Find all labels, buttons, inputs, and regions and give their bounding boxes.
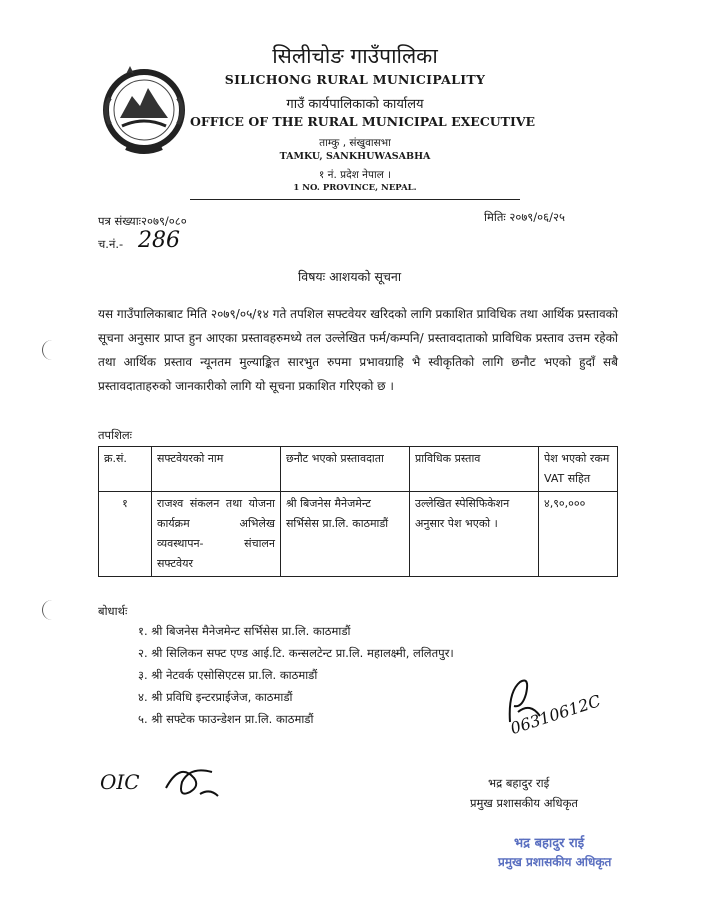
- left-signature-scribble-icon: [160, 758, 224, 804]
- letter-date: मितिः २०७९/०६/२५: [484, 210, 565, 224]
- list-item: २. श्री सिलिकन सफ्ट एण्ड आई.टि. कन्सलटेन्ट प्रा.लि. महालक्ष्मी, ललितपुर।: [138, 646, 454, 660]
- letter-number: पत्र संख्याः२०७९/०८०: [98, 214, 187, 228]
- header-divider: [190, 199, 520, 200]
- list-item: ४. श्री प्रविधि इन्टरप्राईजेज, काठमाडौं: [138, 690, 293, 704]
- handwritten-date: 06310612C: [508, 691, 603, 739]
- place-np: ताम्कु , संखुवासभा: [319, 137, 391, 149]
- dispatch-number-handwritten: 286: [138, 228, 180, 253]
- header-technical: प्राविधिक प्रस्ताव: [410, 447, 539, 492]
- subject-line: विषयः आशयको सूचना: [298, 269, 402, 284]
- province-np: १ नं. प्रदेश नेपाल ।: [318, 169, 392, 181]
- details-table: [98, 446, 618, 577]
- place-en: TAMKU, SANKHUWASABHA: [279, 151, 431, 162]
- signatory-name: भद्र बहादुर राई: [488, 776, 550, 790]
- cc-list: [138, 620, 454, 730]
- table-row: [99, 492, 618, 577]
- cc-label: बोधार्थः: [98, 604, 128, 618]
- list-item: ३. श्री नेटवर्क एसोसिएटस प्रा.लि. काठमाडौं: [138, 668, 318, 682]
- municipality-name-np: सिलीचोङ गाउँपालिका: [272, 44, 438, 68]
- header-sn: क्र.सं.: [99, 447, 152, 492]
- cell-technical: उल्लेखित स्पेसिफिकेशन अनुसार पेश भएको ।: [410, 492, 539, 577]
- left-initials: OIC: [100, 770, 140, 794]
- signatory-title: प्रमुख प्रशासकीय अधिकृत: [470, 796, 578, 810]
- government-emblem-icon: [96, 58, 192, 158]
- punch-hole-mark: [42, 340, 53, 360]
- province-en: 1 NO. PROVINCE, NEPAL.: [293, 183, 417, 193]
- header-bidder: छनौट भएको प्रस्तावदाता: [281, 447, 410, 492]
- office-name-en: OFFICE OF THE RURAL MUNICIPAL EXECUTIVE: [190, 114, 536, 129]
- list-item: ५. श्री सफ्टेक फाउन्डेशन प्रा.लि. काठमाडौं: [138, 712, 314, 726]
- cell-amount: ४,९०,०००: [539, 492, 618, 577]
- punch-hole-mark: [42, 600, 53, 620]
- office-name-np: गाउँ कार्यपालिकाको कार्यालय: [286, 97, 424, 112]
- cell-sn: १: [99, 492, 152, 577]
- notice-body: यस गाउँपालिकाबाट मिति २०७९/०५/१४ गते तपशिल सफ्टवेयर खरिदको लागि प्रकाशित प्राविधिक तथा आर्थिक प्रस्तावको सूचना अनुसार प्राप्त हुन आएका प्रस्तावहरुमध्ये तल उल्लेखित फर्म/कम्पनि/ प्रस्तावदाताको प्राविधिक प्रस्ताव उत्तम रहेको तथा आर्थिक प्रस्ताव न्यूनतम मुल्याङ्कित सारभुत रुपमा प्रभावग्राहि भै स्वीकृतिको लागि छनौट भएको हुदाँ सबै प्रस्तावदाताहरुको जानकारीको लागि यो सूचना प्रकाशित गरिएको छ ।: [98, 307, 618, 393]
- table-header-row: [99, 447, 618, 492]
- stamp-title: प्रमुख प्रशासकीय अधिकृत: [498, 855, 612, 869]
- header-software: सफ्टवेयरको नाम: [152, 447, 281, 492]
- list-item: १. श्री बिजनेस मैनेजमेन्ट सर्भिसेस प्रा.लि. काठमाडौं: [138, 624, 351, 638]
- cell-software: राजश्व संकलन तथा योजना कार्यक्रम अभिलेख व्यवस्थापन- संचालन सफ्टवेयर: [152, 492, 281, 577]
- details-label: तपशिलः: [98, 428, 133, 442]
- dispatch-label: च.नं.-: [98, 237, 124, 251]
- cell-bidder: श्री बिजनेस मैनेजमेन्ट सर्भिसेस प्रा.लि. काठमाडौं: [281, 492, 410, 577]
- stamp-name: भद्र बहादुर राई: [514, 836, 585, 851]
- municipality-name-en: SILICHONG RURAL MUNICIPALITY: [224, 72, 486, 87]
- header-amount: पेश भएको रकम VAT सहित: [539, 447, 618, 492]
